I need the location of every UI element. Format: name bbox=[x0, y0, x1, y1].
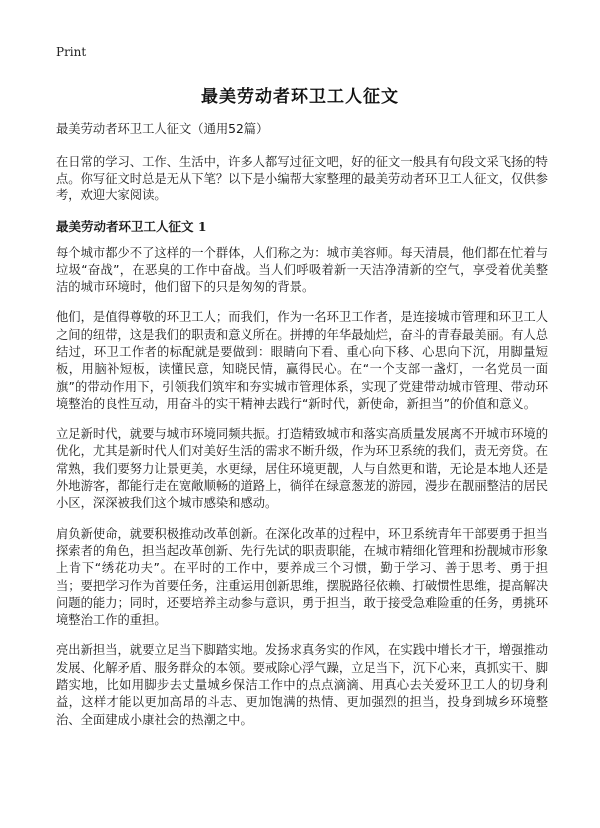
page-title: 最美劳动者环卫工人征文 bbox=[201, 87, 399, 107]
print-link[interactable]: Print bbox=[56, 45, 87, 59]
intro-paragraph: 在日常的学习、工作、生活中，许多人都写过征文吧，好的征文一般具有句段文采飞扬的特点。你写征文时总是无从下笔？以下是小编帮大家整理的最美劳动者环卫工人征文，仅供参考，欢迎大家阅读。 bbox=[56, 155, 548, 202]
article-subtitle: 最美劳动者环卫工人征文（通用52篇） bbox=[56, 122, 269, 136]
body-paragraph-5: 亮出新担当，就要立足当下脚踏实地。发扬求真务实的作风，在实践中增长才干，增强推动发展、化解矛盾、服务群众的本领。要戒除心浮气躁，立足当下，沉下心来，真抓实干、脚踏实地，比如用脚步去丈量城乡保洁工作中的点点滴滴、用真心去关爱环卫工人的切身利益，这样才能以更加高昂的斗志、更加饱满的热情、更加强烈的担当，投身到城乡环境整治、全面建成小康社会的热潮之中。 bbox=[56, 643, 548, 727]
article-body bbox=[56, 121, 548, 742]
body-paragraph-2: 他们，是值得尊敬的环卫工人；而我们，作为一名环卫工作者，是连接城市管理和环卫工人之间的纽带，这是我们的职责和意义所在。拼搏的年华最灿烂，奋斗的青春最美丽。有人总结过，环卫工作者的标配就是要做到：眼睛向下看、重心向下移、心思向下沉，用脚量短板，用脑补短板，读懂民意，知晓民情，赢得民心。在“一个支部一盏灯，一名党员一面旗”的带动作用下，引领我们筑牢和夯实城市管理体系，实现了党建带动城市管理、带动环境整治的良性互动，用奋斗的实干精神去践行“新时代，新使命，新担当”的价值和意义。 bbox=[56, 310, 548, 411]
body-paragraph-1: 每个城市都少不了这样的一个群体，人们称之为：城市美容师。每天清晨，他们都在忙着与垃圾“奋战”，在恶臭的工作中奋战。当人们呼吸着新一天洁净清新的空气，享受着优美整洁的城市环境时，他们留下的只是匆匆的背景。 bbox=[56, 245, 548, 295]
body-paragraph-3: 立足新时代，就要与城市环境同频共振。打造精致城市和落实高质量发展离不开城市环境的优化，尤其是新时代人们对美好生活的需求不断升级，作为环卫系统的我们，责无旁贷。在常熟，我们要努力让景更美，水更绿，居住环境更靓，人与自然更和谐，无论是本地人还是外地游客，都能行走在宽敞顺畅的道路上，徜徉在绿意葱茏的游园，漫步在靓丽整洁的居民小区，深深被我们这个城市感染和感动。 bbox=[56, 427, 548, 511]
body-paragraph-4: 肩负新使命，就要积极推动改革创新。在深化改革的过程中，环卫系统青年干部要勇于担当探索者的角色，担当起改革创新、先行先试的职责职能，在城市精细化管理和扮靓城市形象上肯下“绣花功夫”。在平时的工作中，要养成三个习惯，勤于学习、善于思考、勇于担当；要把学习作为首要任务，注重运用创新思维，摆脱路径依赖、打破惯性思维，提高解决问题的能力；同时，还要培养主动参与意识，勇于担当，敢于接受急难险重的任务，勇挑环境整治工作的重担。 bbox=[56, 526, 548, 628]
section-heading: 最美劳动者环卫工人征文 1 bbox=[56, 218, 207, 234]
